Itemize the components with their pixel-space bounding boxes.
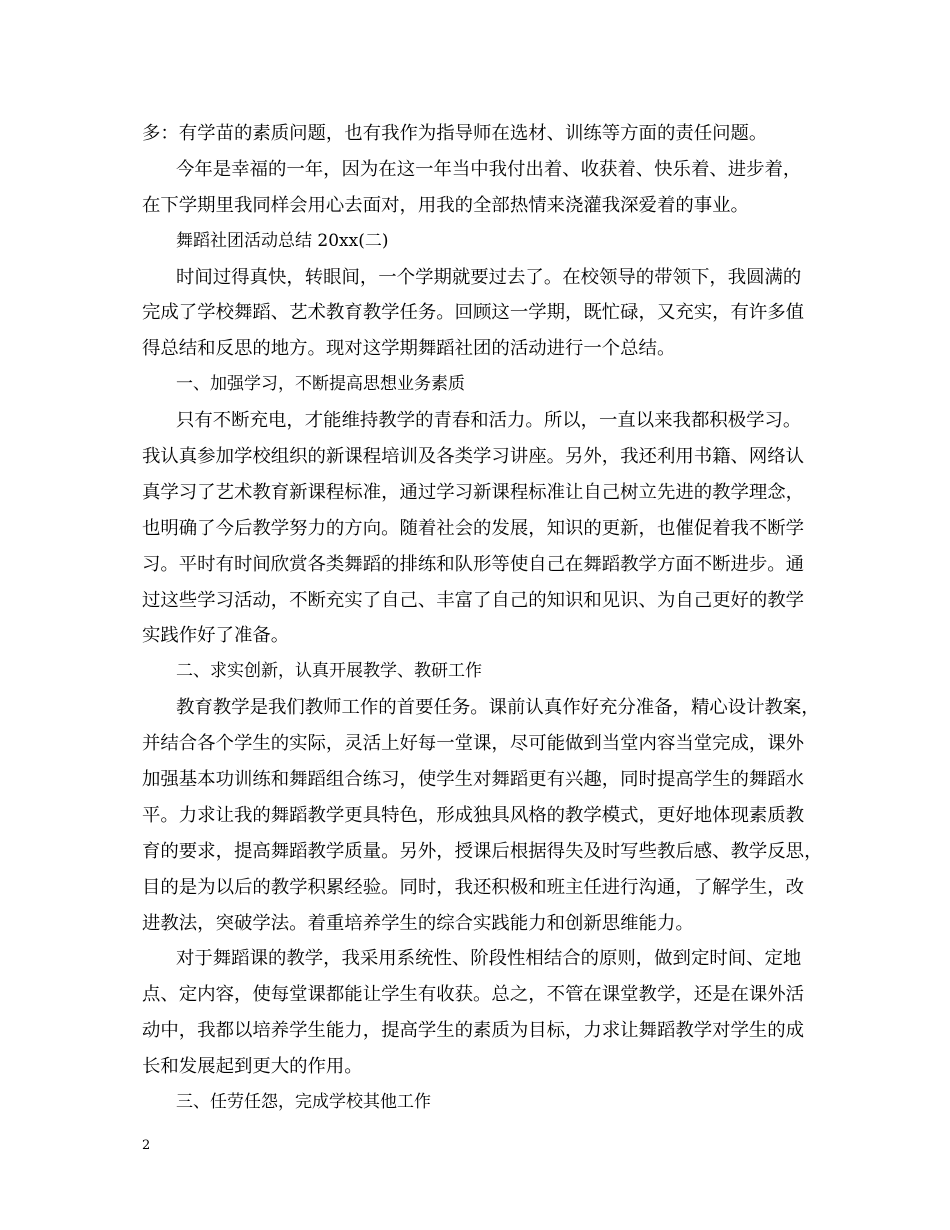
section-title: 舞蹈社团活动总结 20xx(二) xyxy=(176,230,389,251)
paragraph-line: 完成了学校舞蹈、艺术教育教学任务。回顾这一学期，既忙碌，又充实，有许多值 xyxy=(142,302,805,324)
paragraph-line: 得总结和反思的地方。现对这学期舞蹈社团的活动进行一个总结。 xyxy=(142,338,676,360)
paragraph-line: 真学习了艺术教育新课程标准，通过学习新课程标准让自己树立先进的教学理念， xyxy=(142,481,805,503)
paragraph-line: 教育教学是我们教师工作的首要任务。课前认真作好充分准备，精心设计教案， xyxy=(176,697,820,719)
paragraph-line: 今年是幸福的一年，因为在这一年当中我付出着、收获着、快乐着、进步着， xyxy=(176,158,802,180)
paragraph-line: 加强基本功训练和舞蹈组合练习，使学生对舞蹈更有兴趣，同时提高学生的舞蹈水 xyxy=(142,769,805,791)
paragraph-line: 动中，我都以培养学生能力，提高学生的素质为目标，力求让舞蹈教学对学生的成 xyxy=(142,1020,805,1042)
section-heading: 一、加强学习，不断提高思想业务素质 xyxy=(176,374,465,395)
paragraph-line: 我认真参加学校组织的新课程培训及各类学习讲座。另外，我还利用书籍、网络认 xyxy=(142,446,805,468)
paragraph-line: 多：有学苗的素质问题，也有我作为指导师在选材、训练等方面的责任问题。 xyxy=(142,123,768,144)
paragraph-line: 对于舞蹈课的教学，我采用系统性、阶段性相结合的原则，做到定时间、定地 xyxy=(176,948,802,970)
paragraph-line: 习。平时有时间欣赏各类舞蹈的排练和队形等使自己在舞蹈教学方面不断进步。通 xyxy=(142,553,805,575)
paragraph-line: 只有不断充电，才能维持教学的青春和活力。所以，一直以来我都积极学习。 xyxy=(176,410,802,432)
paragraph-line: 在下学期里我同样会用心去面对，用我的全部热情来浇灌我深爱着的事业。 xyxy=(142,194,749,216)
page-number: 2 xyxy=(142,1138,151,1153)
paragraph-line: 点、定内容，使每堂课都能让学生有收获。总之，不管在课堂教学，还是在课外活 xyxy=(142,984,805,1006)
paragraph-line: 进教法，突破学法。着重培养学生的综合实践能力和创新思维能力。 xyxy=(142,912,694,934)
paragraph-line: 过这些学习活动，不断充实了自己、丰富了自己的知识和见识、为自己更好的教学 xyxy=(142,589,805,611)
paragraph-line: 长和发展起到更大的作用。 xyxy=(142,1056,363,1078)
paragraph-line: 平。力求让我的舞蹈教学更具特色，形成独具风格的教学模式，更好地体现素质教 xyxy=(142,804,805,826)
section-heading: 二、求实创新，认真开展教学、教研工作 xyxy=(176,661,482,682)
paragraph-line: 育的要求，提高舞蹈教学质量。另外，授课后根据得失及时写些教后感、教学反思， xyxy=(142,840,823,862)
paragraph-line: 并结合各个学生的实际，灵活上好每一堂课，尽可能做到当堂内容当堂完成，课外 xyxy=(142,733,805,755)
paragraph-line: 也明确了今后教学努力的方向。随着社会的发展，知识的更新，也催促着我不断学 xyxy=(142,517,805,539)
paragraph-line: 时间过得真快，转眼间，一个学期就要过去了。在校领导的带领下，我圆满的 xyxy=(176,266,802,288)
section-heading: 三、任劳任怨，完成学校其他工作 xyxy=(176,1092,431,1113)
document-body xyxy=(142,116,823,1121)
paragraph-line: 目的是为以后的教学积累经验。同时，我还积极和班主任进行沟通，了解学生，改 xyxy=(142,876,805,898)
paragraph-line: 实践作好了准备。 xyxy=(142,625,290,647)
